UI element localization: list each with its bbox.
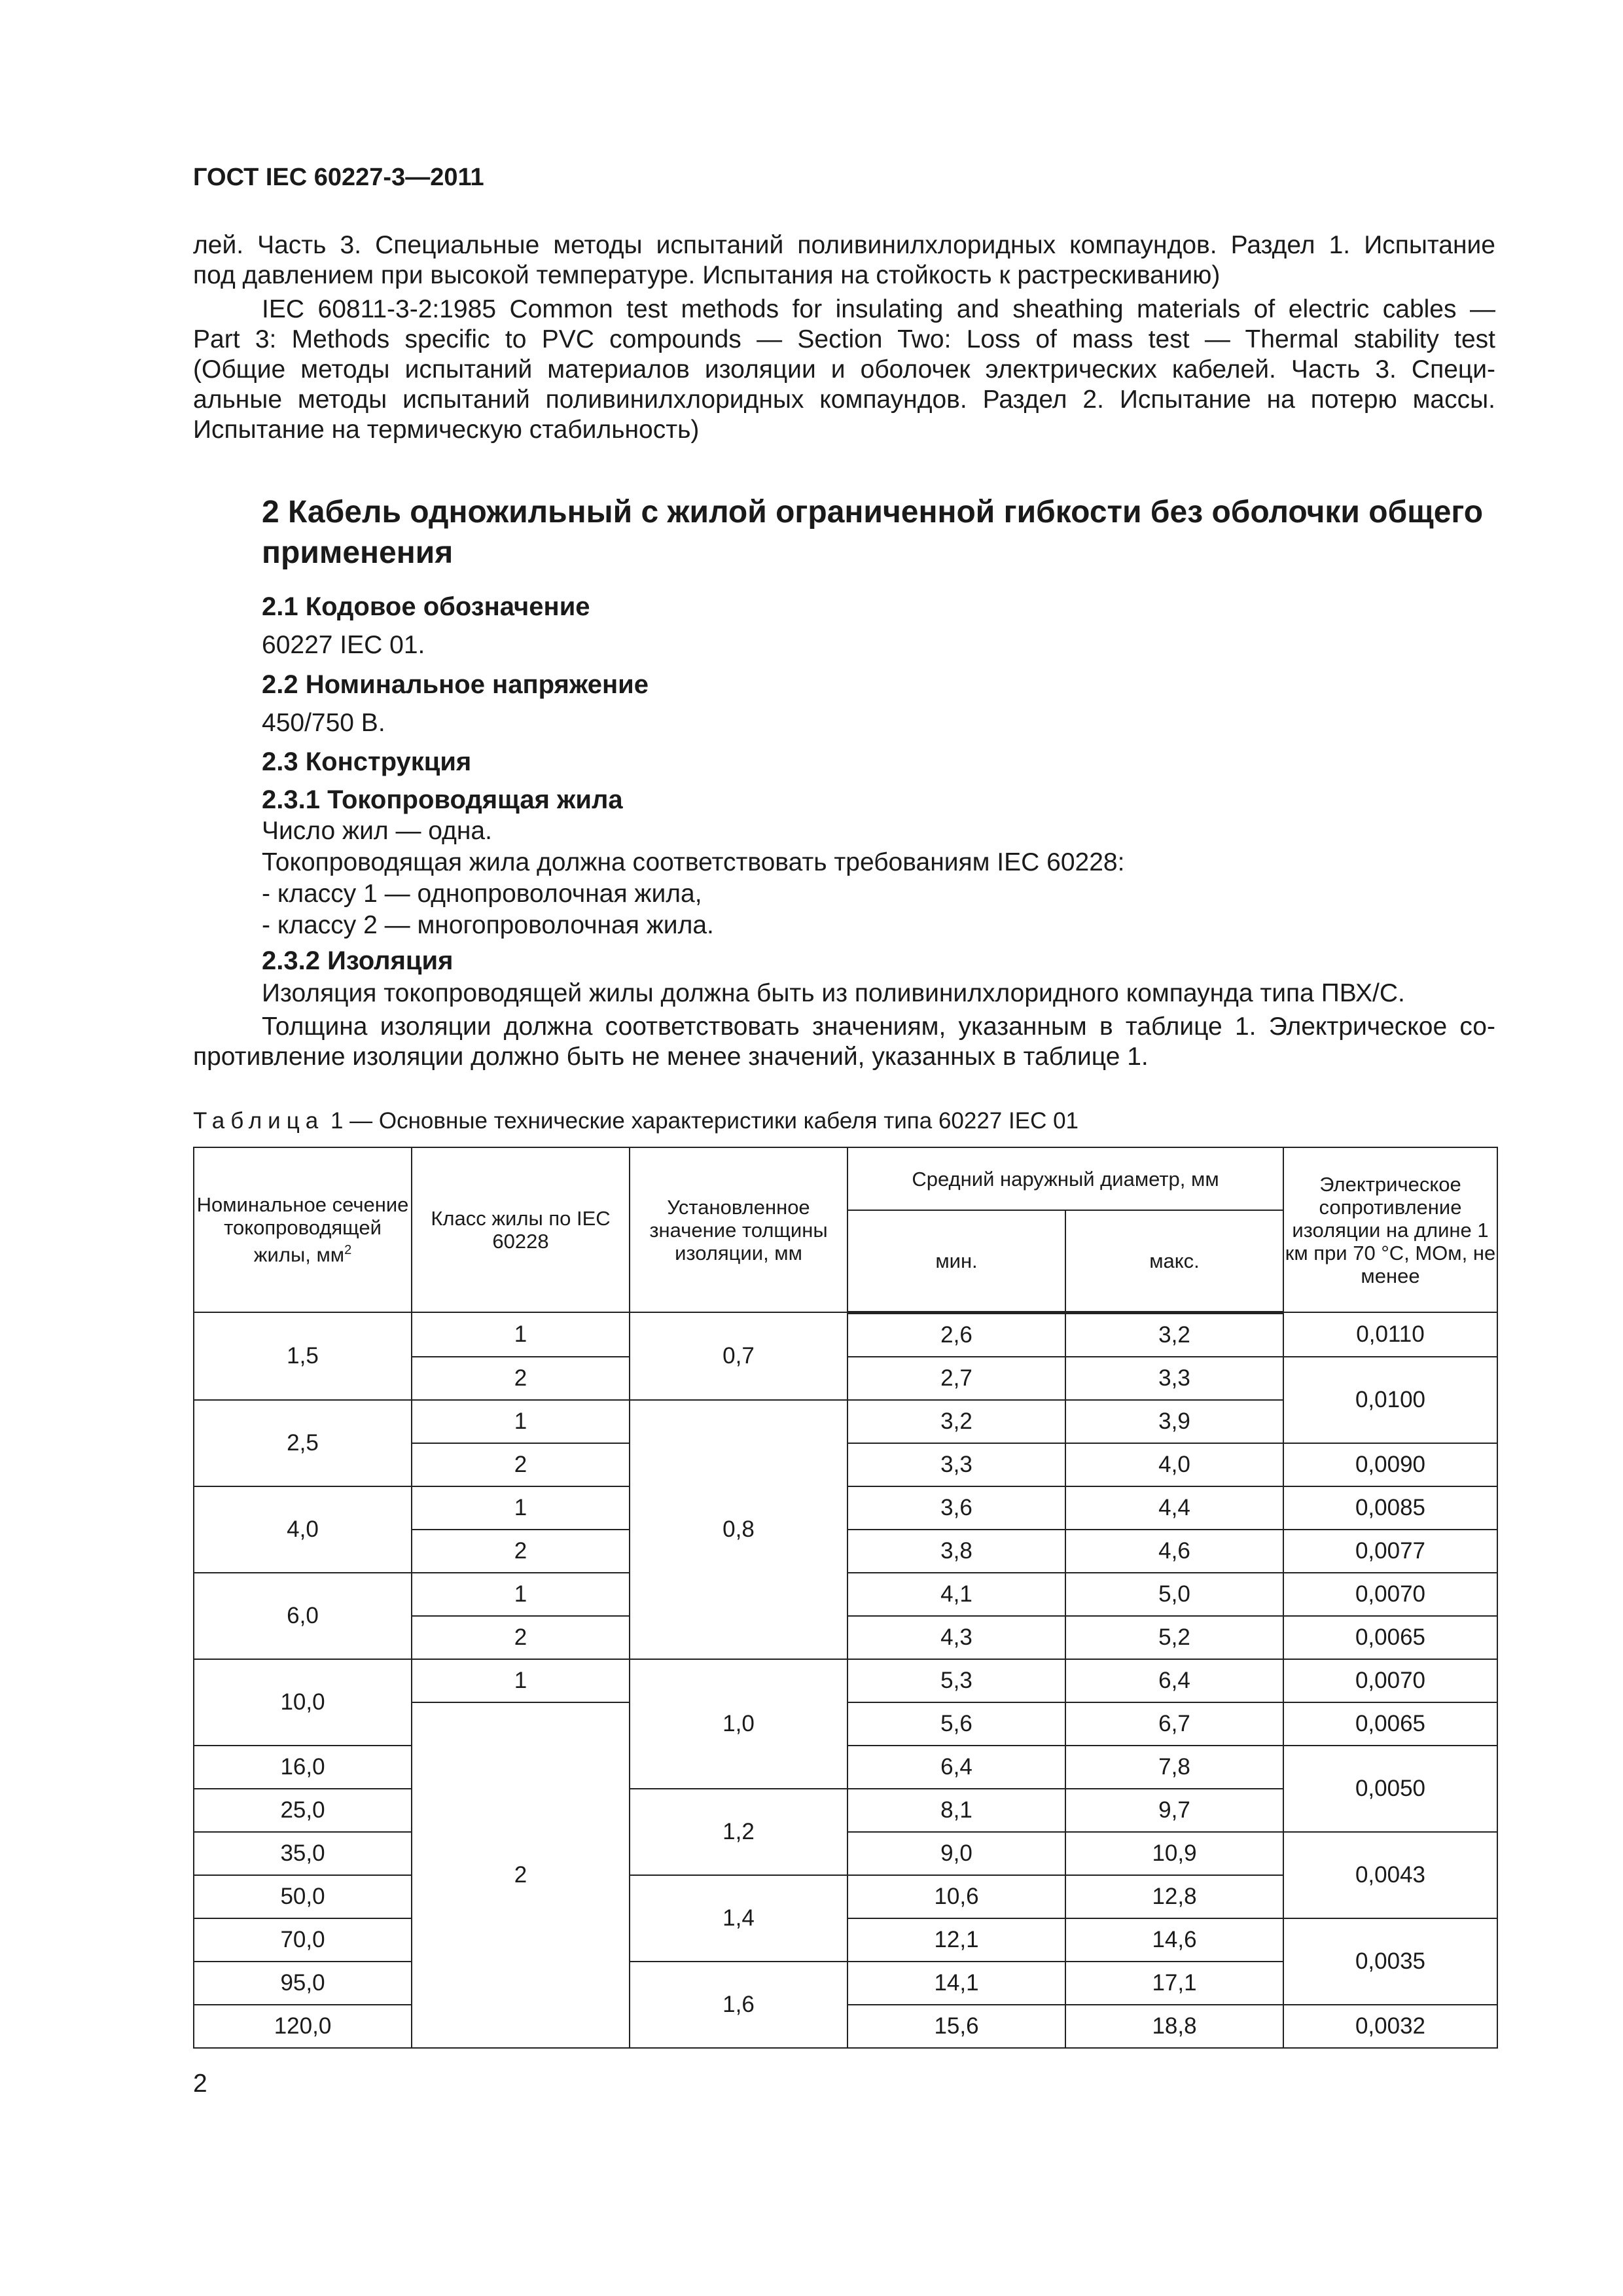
cell-section: 120,0 xyxy=(194,2005,412,2048)
insulation-line: Изоляция токопроводящей жилы должна быть из поливинилхлоридного компаунда типа ПВХ/С. xyxy=(262,979,1405,1007)
cell-min: 2,6 xyxy=(847,1312,1065,1357)
cell-max: 3,3 xyxy=(1065,1357,1283,1400)
cell-max: 18,8 xyxy=(1065,2005,1283,2048)
cell-class: 2 xyxy=(412,1702,630,2048)
cell-resistance: 0,0085 xyxy=(1283,1486,1497,1530)
intro-line: лей. Часть 3. Специальные методы испытаний поливинилхлоридных компаундов. Раздел 1. Испытание xyxy=(193,231,1495,259)
conductor-line: - классу 2 — многопроволочная жила. xyxy=(262,911,714,939)
cell-section: 70,0 xyxy=(194,1918,412,1962)
cell-resistance: 0,0070 xyxy=(1283,1573,1497,1616)
code-designation: 60227 IEC 01. xyxy=(262,631,425,659)
cell-min: 5,6 xyxy=(847,1702,1065,1746)
cell-max: 12,8 xyxy=(1065,1875,1283,1918)
cell-resistance: 0,0043 xyxy=(1283,1832,1497,1918)
cell-max: 4,6 xyxy=(1065,1530,1283,1573)
table-caption-text: 1 — Основные технические характеристики кабеля типа 60227 IEC 01 xyxy=(324,1108,1079,1134)
cell-resistance: 0,0032 xyxy=(1283,2005,1497,2048)
cell-class: 2 xyxy=(412,1443,630,1486)
reference-line: Part 3: Methods specific to PVC compounds — Section Two: Loss of mass test — Thermal stability test xyxy=(193,325,1495,353)
cell-section: 35,0 xyxy=(194,1832,412,1875)
cell-max: 6,4 xyxy=(1065,1659,1283,1702)
cell-max: 5,2 xyxy=(1065,1616,1283,1659)
cell-min: 9,0 xyxy=(847,1832,1065,1875)
header-section-text: Номинальное сечение токопроводящей жилы, мм xyxy=(196,1193,409,1266)
conductor-line: - классу 1 — однопроволочная жила, xyxy=(262,880,702,908)
cell-resistance: 0,0077 xyxy=(1283,1530,1497,1573)
cell-min: 3,8 xyxy=(847,1530,1065,1573)
header-max: макс. xyxy=(1065,1210,1283,1312)
table-caption-word: Таблица xyxy=(193,1108,325,1134)
conductor-line: Число жил — одна. xyxy=(262,817,492,845)
cell-min: 4,1 xyxy=(847,1573,1065,1616)
cell-max: 7,8 xyxy=(1065,1746,1283,1789)
cell-min: 14,1 xyxy=(847,1962,1065,2005)
cell-min: 8,1 xyxy=(847,1789,1065,1832)
cell-section: 95,0 xyxy=(194,1962,412,2005)
cell-resistance: 0,0090 xyxy=(1283,1443,1497,1486)
cell-resistance: 0,0110 xyxy=(1283,1312,1497,1357)
subsection-2-3-title: 2.3 Конструкция xyxy=(262,747,472,776)
cell-section: 1,5 xyxy=(194,1312,412,1400)
cell-min: 3,6 xyxy=(847,1486,1065,1530)
cell-max: 3,9 xyxy=(1065,1400,1283,1443)
section-title: 2 Кабель одножильный с жилой ограниченной гибкости без оболочки общего применения xyxy=(262,495,1484,570)
document-header: ГОСТ IEC 60227-3—2011 xyxy=(193,164,484,191)
cell-max: 4,4 xyxy=(1065,1486,1283,1530)
header-min: мин. xyxy=(847,1210,1065,1312)
subsection-2-3-1-title: 2.3.1 Токопроводящая жила xyxy=(262,785,623,814)
cell-thickness: 1,0 xyxy=(630,1659,847,1789)
intro-line: под давлением при высокой температуре. Испытания на стойкость к растрескиванию) xyxy=(193,261,1221,289)
cell-section: 10,0 xyxy=(194,1659,412,1746)
cell-thickness: 0,7 xyxy=(630,1312,847,1400)
cell-min: 12,1 xyxy=(847,1918,1065,1962)
cell-section: 25,0 xyxy=(194,1789,412,1832)
cell-min: 5,3 xyxy=(847,1659,1065,1702)
cell-min: 3,2 xyxy=(847,1400,1065,1443)
header-thickness: Установленное значение толщины изоляции, мм xyxy=(630,1147,847,1312)
cell-resistance: 0,0065 xyxy=(1283,1616,1497,1659)
cell-section: 2,5 xyxy=(194,1400,412,1486)
cell-max: 4,0 xyxy=(1065,1443,1283,1486)
cell-min: 2,7 xyxy=(847,1357,1065,1400)
cell-max: 9,7 xyxy=(1065,1789,1283,1832)
cell-min: 4,3 xyxy=(847,1616,1065,1659)
rated-voltage: 450/750 В. xyxy=(262,709,385,737)
cell-resistance: 0,0035 xyxy=(1283,1918,1497,2005)
cell-max: 10,9 xyxy=(1065,1832,1283,1875)
cell-class: 2 xyxy=(412,1616,630,1659)
header-section-sup: 2 xyxy=(344,1243,352,1258)
subsection-2-2-title: 2.2 Номинальное напряжение xyxy=(262,670,649,699)
cell-section: 4,0 xyxy=(194,1486,412,1573)
intro-paragraph xyxy=(193,230,1495,291)
conductor-line: Токопроводящая жила должна соответствовать требованиям IEC 60228: xyxy=(262,848,1125,876)
header-section xyxy=(194,1147,412,1312)
cell-min: 6,4 xyxy=(847,1746,1065,1789)
specifications-table xyxy=(193,1147,1498,2049)
insulation-paragraph-line: Толщина изоляции должна соответствовать значениям, указанным в таблице 1. Электрическое со- xyxy=(262,1013,1495,1041)
cell-max: 3,2 xyxy=(1065,1312,1283,1357)
cell-min: 10,6 xyxy=(847,1875,1065,1918)
cell-resistance: 0,0050 xyxy=(1283,1746,1497,1832)
reference-line: (Общие методы испытаний материалов изоляции и оболочек электрических кабелей. Часть 3. Специ- xyxy=(193,355,1495,384)
cell-resistance: 0,0065 xyxy=(1283,1702,1497,1746)
table-row xyxy=(194,1312,1497,1357)
cell-class: 2 xyxy=(412,1530,630,1573)
cell-section: 16,0 xyxy=(194,1746,412,1789)
table-row xyxy=(194,1659,1497,1702)
reference-line: Испытание на термическую стабильность) xyxy=(193,416,700,444)
reference-paragraph xyxy=(193,295,1495,445)
cell-section: 6,0 xyxy=(194,1573,412,1659)
cell-class: 1 xyxy=(412,1659,630,1702)
header-class: Класс жилы по IEC 60228 xyxy=(412,1147,630,1312)
cell-class: 2 xyxy=(412,1357,630,1400)
table-caption xyxy=(193,1108,1079,1134)
cell-min: 15,6 xyxy=(847,2005,1065,2048)
cell-max: 5,0 xyxy=(1065,1573,1283,1616)
page-number: 2 xyxy=(193,2070,207,2098)
subsection-2-3-2-title: 2.3.2 Изоляция xyxy=(262,946,454,975)
cell-class: 1 xyxy=(412,1573,630,1616)
reference-line: альные методы испытаний поливинилхлоридных компаундов. Раздел 2. Испытание на потерю массы. xyxy=(193,386,1495,414)
cell-class: 1 xyxy=(412,1400,630,1443)
cell-thickness: 1,4 xyxy=(630,1875,847,1962)
cell-class: 1 xyxy=(412,1312,630,1357)
insulation-paragraph xyxy=(193,1012,1495,1072)
header-resistance: Электрическое сопротивление изоляции на длине 1 км при 70 °С, МОм, не менее xyxy=(1283,1147,1497,1312)
cell-max: 17,1 xyxy=(1065,1962,1283,2005)
cell-max: 14,6 xyxy=(1065,1918,1283,1962)
insulation-paragraph-line: противление изоляции должно быть не менее значений, указанных в таблице 1. xyxy=(193,1043,1149,1071)
header-diameter: Средний наружный диаметр, мм xyxy=(847,1147,1283,1210)
subsection-2-1-title: 2.1 Кодовое обозначение xyxy=(262,592,590,621)
cell-class: 1 xyxy=(412,1486,630,1530)
cell-min: 3,3 xyxy=(847,1443,1065,1486)
cell-resistance: 0,0070 xyxy=(1283,1659,1497,1702)
cell-thickness: 1,2 xyxy=(630,1789,847,1875)
cell-thickness: 1,6 xyxy=(630,1962,847,2048)
cell-max: 6,7 xyxy=(1065,1702,1283,1746)
cell-thickness: 0,8 xyxy=(630,1400,847,1659)
cell-resistance: 0,0100 xyxy=(1283,1357,1497,1443)
cell-section: 50,0 xyxy=(194,1875,412,1918)
reference-line: IEC 60811-3-2:1985 Common test methods for insulating and sheathing materials of electric cables — xyxy=(262,295,1495,323)
